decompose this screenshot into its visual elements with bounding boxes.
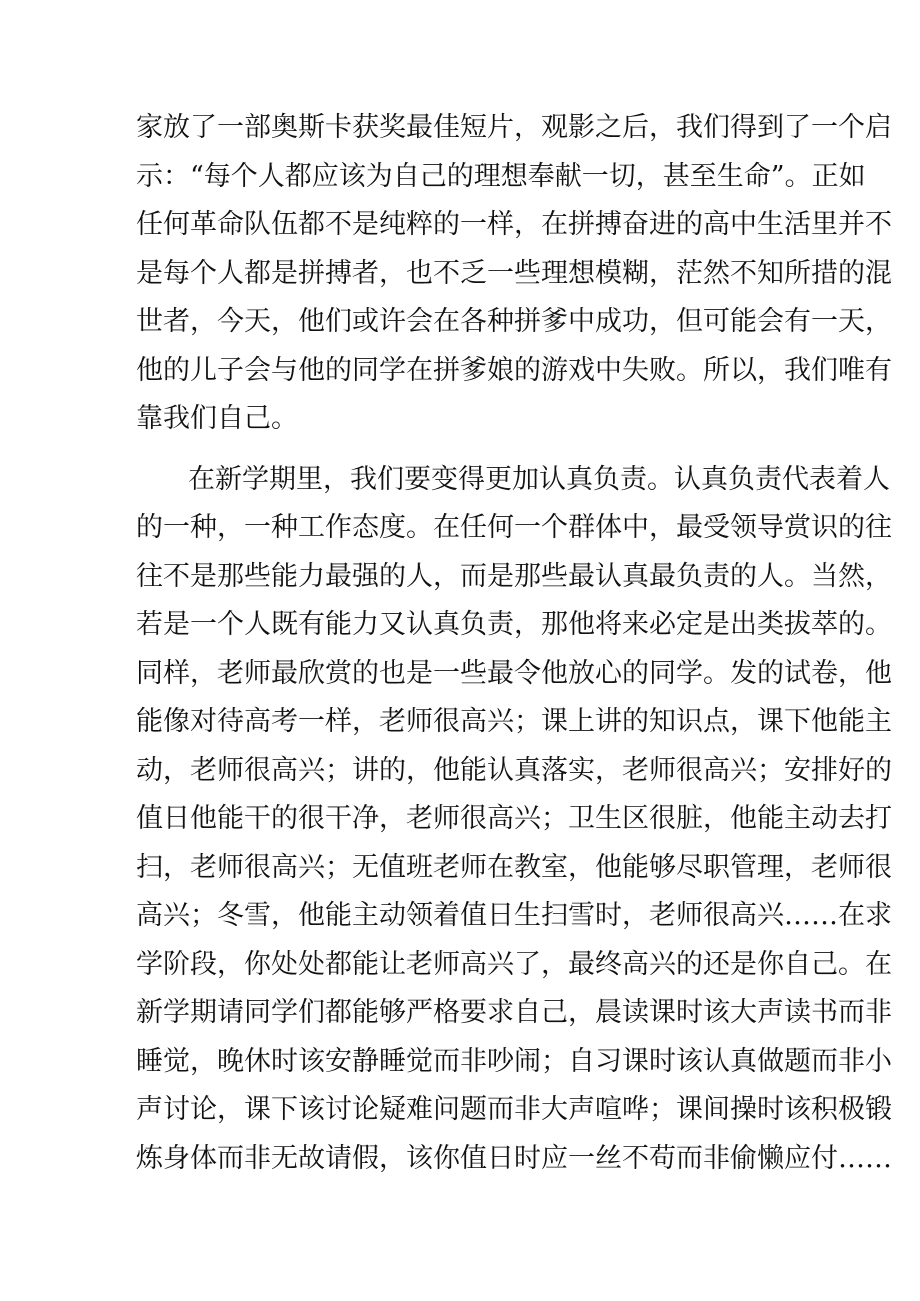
text-line: 世者，今天，他们或许会在各种拼爹中成功，但可能会有一天，	[136, 306, 892, 337]
text-line: 若是一个人既有能力又认真负责，那他将来必定是出类拔萃的。	[136, 609, 892, 640]
text-line: 示：“每个人都应该为自己的理想奉献一切，甚至生命”。正如	[136, 160, 866, 192]
text-line: 高兴；冬雪，他能主动领着值日生扫雪时，老师很高兴……在求	[136, 900, 892, 931]
text-line: 炼身体而非无故请假，该你值日时应一丝不苟而非偷懒应付……	[136, 1142, 892, 1174]
document-body	[136, 104, 892, 1183]
text-line: 在新学期里，我们要变得更加认真负责。认真负责代表着人	[188, 463, 890, 495]
text-line: 靠我们自己。	[136, 403, 298, 434]
paragraph-2	[136, 456, 892, 1184]
text-line: 睡觉，晚休时该安静睡觉而非吵闹；自习课时该认真做题而非小	[136, 1045, 892, 1077]
text-line: 能像对待高考一样，老师很高兴；课上讲的知识点，课下他能主	[136, 706, 892, 737]
text-line: 声讨论，课下该讨论疑难问题而非大声喧哗；课间操时该积极锻	[136, 1094, 892, 1125]
text-line: 扫，老师很高兴；无值班老师在教室，他能够尽职管理，老师很	[136, 851, 892, 883]
text-line: 新学期请同学们都能够严格要求自己，晨读课时该大声读书而非	[136, 997, 892, 1028]
text-line: 动，老师很高兴；讲的，他能认真落实，老师很高兴；安排好的	[136, 754, 892, 786]
text-line: 任何革命队伍都不是纯粹的一样，在拼搏奋进的高中生活里并不	[136, 209, 892, 240]
text-line: 往不是那些能力最强的人，而是那些最认真最负责的人。当然，	[136, 560, 892, 592]
text-line: 他的儿子会与他的同学在拼爹娘的游戏中失败。所以，我们唯有	[136, 354, 892, 386]
text-line: 同样，老师最欣赏的也是一些最令他放心的同学。发的试卷，他	[136, 657, 892, 689]
paragraph-gap	[136, 444, 796, 456]
text-line: 家放了一部奥斯卡获奖最佳短片，观影之后，我们得到了一个启	[136, 112, 892, 143]
text-line: 是每个人都是拼搏者，也不乏一些理想模糊，茫然不知所措的混	[136, 257, 892, 289]
paragraph-1	[136, 104, 892, 444]
text-line: 值日他能干的很干净，老师很高兴；卫生区很脏，他能主动去打	[136, 803, 892, 834]
text-line: 学阶段，你处处都能让老师高兴了，最终高兴的还是你自己。在	[136, 948, 892, 980]
text-line: 的一种，一种工作态度。在任何一个群体中，最受领导赏识的往	[136, 512, 892, 543]
